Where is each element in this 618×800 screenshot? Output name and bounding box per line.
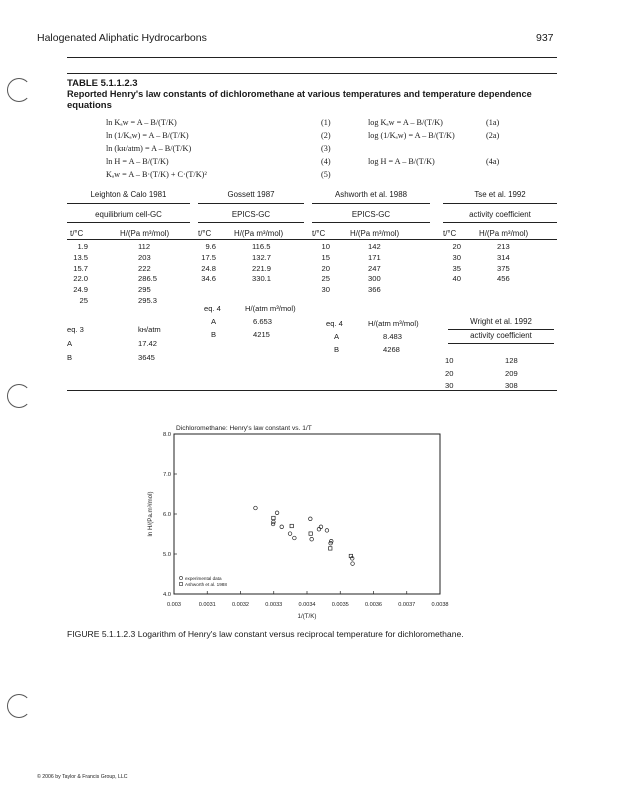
param-b-label: B xyxy=(67,353,73,362)
x-tick-label: 0.0033 xyxy=(265,602,283,608)
data-point-circle xyxy=(325,529,329,533)
table-title-line2: equations xyxy=(67,100,112,111)
equation-left-number: (5) xyxy=(321,170,331,179)
cell-henry: 295 xyxy=(138,285,151,295)
running-title: Halogenated Aliphatic Hydrocarbons xyxy=(37,32,207,44)
cell-temperature: 20 xyxy=(445,368,454,378)
cell-temperature: 24.8 xyxy=(201,263,216,273)
eq-label: eq. 4 xyxy=(326,319,343,328)
group-author: Gossett 1987 xyxy=(227,190,275,199)
data-point-square xyxy=(290,524,293,527)
cell-henry: 222 xyxy=(138,263,151,273)
param-b-value: 4268 xyxy=(383,345,400,354)
y-tick-label: 4.0 xyxy=(162,592,171,598)
cell-henry: 456 xyxy=(497,274,510,284)
cell-temperature: 34.6 xyxy=(201,274,216,284)
cell-temperature: 10 xyxy=(321,242,330,251)
x-axis-label: 1/(T/K) xyxy=(297,613,317,620)
figure-caption: FIGURE 5.1.1.2.3 Logarithm of Henry's law constant versus reciprocal temperature for dichloromethane. xyxy=(67,629,464,639)
cell-henry: 171 xyxy=(368,252,381,262)
cell-temperature: 20 xyxy=(452,242,461,251)
legend-marker-circle xyxy=(179,576,182,579)
equation-left: ln (1/Kₐᴡ) = A – B/(T/K) xyxy=(106,131,189,140)
page-number: 937 xyxy=(536,32,554,44)
data-point-circle xyxy=(309,517,313,521)
column-header-henry: H/(Pa m³/mol) xyxy=(120,229,170,238)
y-tick-label: 6.0 xyxy=(162,512,171,518)
eq-label: eq. 3 xyxy=(67,325,84,334)
equation-left-number: (1) xyxy=(321,118,331,127)
data-point-circle xyxy=(254,506,258,510)
cell-temperature: 25 xyxy=(321,274,330,284)
param-b-value: 3645 xyxy=(138,353,155,362)
cell-henry: 116.5 xyxy=(252,242,271,251)
cell-henry: 132.7 xyxy=(252,252,272,262)
y-tick-label: 5.0 xyxy=(162,552,171,558)
cell-henry: 330.1 xyxy=(252,274,272,284)
x-tick-label: 0.0036 xyxy=(364,602,383,608)
table-label: TABLE 5.1.1.2.3 xyxy=(67,78,138,89)
cell-henry: 300 xyxy=(368,274,381,284)
column-header-henry: H/(Pa m³/mol) xyxy=(479,229,529,238)
data-point-circle xyxy=(275,511,279,515)
param-a-value: 17.42 xyxy=(138,339,158,348)
equation-left-number: (3) xyxy=(321,144,331,153)
cell-temperature: 30 xyxy=(321,285,330,295)
cell-henry: 112 xyxy=(138,242,151,251)
column-header-temperature: t/°C xyxy=(70,229,84,238)
footer-copyright: © 2006 by Taylor & Francis Group, LLC xyxy=(37,774,128,780)
x-tick-label: 0.003 xyxy=(167,602,181,608)
column-header-temperature: t/°C xyxy=(443,229,457,238)
x-tick-label: 0.0037 xyxy=(398,602,416,608)
cell-henry: 221.9 xyxy=(252,263,272,273)
data-point-square xyxy=(272,516,275,519)
cell-henry: 366 xyxy=(368,285,381,295)
x-tick-label: 0.0034 xyxy=(298,602,316,608)
cell-temperature: 24.9 xyxy=(73,285,88,295)
y-axis-label: ln H/(Pa.m³/mol) xyxy=(147,491,154,537)
data-point-circle xyxy=(317,527,321,531)
cell-temperature: 30 xyxy=(445,381,454,390)
cell-henry: 128 xyxy=(505,356,518,365)
cell-temperature: 22.0 xyxy=(73,274,88,284)
legend-label: experimental data xyxy=(185,576,222,581)
y-tick-label: 7.0 xyxy=(162,472,171,478)
data-point-circle xyxy=(310,537,314,541)
cell-henry: 247 xyxy=(368,263,381,273)
param-a-label: A xyxy=(67,339,73,348)
cell-henry: 213 xyxy=(497,242,510,251)
cell-henry: 286.5 xyxy=(138,274,158,284)
chart-title: Dichloromethane: Henry's law constant vs. 1/T xyxy=(176,425,312,432)
data-point-square xyxy=(329,547,332,550)
param-b-value: 4215 xyxy=(253,330,270,339)
group-method: equilibrium cell-GC xyxy=(95,210,162,219)
eq-unit: H/(atm m³/mol) xyxy=(245,304,296,313)
param-a-label: A xyxy=(211,317,217,326)
cell-temperature: 15 xyxy=(321,252,330,262)
eq-unit: kʜ/atm xyxy=(138,325,161,334)
column-header-henry: H/(Pa m³/mol) xyxy=(350,229,400,238)
param-b-label: B xyxy=(211,330,217,339)
equation-left: ln Kₐᴡ = A – B/(T/K) xyxy=(106,118,177,127)
equation-right-number: (1a) xyxy=(486,118,500,127)
group-author: Leighton & Calo 1981 xyxy=(90,190,167,199)
equation-right: log H = A – B/(T/K) xyxy=(368,157,435,166)
x-tick-label: 0.0038 xyxy=(431,602,449,608)
legend-label: Ashworth et al. 1988 xyxy=(185,582,227,587)
cell-temperature: 10 xyxy=(445,356,454,365)
cell-temperature: 20 xyxy=(321,263,330,273)
equation-right: log (1/Kₐᴡ) = A – B/(T/K) xyxy=(368,131,455,140)
data-point-circle xyxy=(280,525,284,529)
equation-left: Kₐᴡ = A – B·(T/K) + C·(T/K)² xyxy=(106,170,207,179)
legend-marker-square xyxy=(180,583,183,586)
data-point-square xyxy=(309,532,312,535)
cell-temperature: 30 xyxy=(452,252,461,262)
cell-temperature: 13.5 xyxy=(73,252,88,262)
cell-temperature: 9.6 xyxy=(205,242,216,251)
equation-left-number: (2) xyxy=(321,131,331,140)
group-author: Wright et al. 1992 xyxy=(470,317,532,326)
group-method: activity coefficient xyxy=(470,331,532,340)
cell-temperature: 17.5 xyxy=(201,252,216,262)
column-header-temperature: t/°C xyxy=(312,229,326,238)
cell-temperature: 1.9 xyxy=(77,242,88,251)
y-tick-label: 8.0 xyxy=(162,432,171,438)
cell-temperature: 40 xyxy=(452,274,461,284)
param-a-label: A xyxy=(334,332,340,341)
column-header-henry: H/(Pa m³/mol) xyxy=(234,229,284,238)
x-tick-label: 0.0031 xyxy=(198,602,216,608)
group-method: EPICS-GC xyxy=(231,210,271,219)
group-method: EPICS-GC xyxy=(351,210,391,219)
eq-label: eq. 4 xyxy=(204,304,221,313)
cell-temperature: 35 xyxy=(452,263,461,273)
plot-frame xyxy=(174,434,440,594)
cell-temperature: 25 xyxy=(79,296,88,305)
cell-henry: 375 xyxy=(497,263,510,273)
group-author: Ashworth et al. 1988 xyxy=(335,190,407,199)
data-point-circle xyxy=(319,525,323,529)
cell-temperature: 15.7 xyxy=(73,263,88,273)
data-point-circle xyxy=(350,557,354,561)
eq-unit: H/(atm m³/mol) xyxy=(368,319,419,328)
column-header-temperature: t/°C xyxy=(198,229,212,238)
cell-henry: 142 xyxy=(368,242,381,251)
cell-henry: 314 xyxy=(497,252,510,262)
equation-left: ln H = A – B/(T/K) xyxy=(106,157,169,166)
x-tick-label: 0.0035 xyxy=(331,602,349,608)
cell-henry: 308 xyxy=(505,381,518,390)
equation-right: log Kₐᴡ = A – B/(T/K) xyxy=(368,118,443,127)
param-a-value: 8.483 xyxy=(383,332,403,341)
param-b-label: B xyxy=(334,345,340,354)
equation-right-number: (4a) xyxy=(486,157,500,166)
param-a-value: 6.653 xyxy=(253,317,273,326)
data-point-circle xyxy=(293,536,297,540)
equation-right-number: (2a) xyxy=(486,131,500,140)
data-point-circle xyxy=(351,562,355,566)
table-title-line1: Reported Henry's law constants of dichloromethane at various temperatures and temperature dependence xyxy=(67,89,532,99)
x-tick-label: 0.0032 xyxy=(231,602,250,608)
equation-left-number: (4) xyxy=(321,157,331,166)
equation-left: ln (kʜ/atm) = A – B/(T/K) xyxy=(106,144,192,153)
group-author: Tse et al. 1992 xyxy=(474,190,526,199)
cell-henry: 295.3 xyxy=(138,296,158,305)
group-method: activity coefficient xyxy=(469,210,531,219)
data-point-circle xyxy=(288,532,292,536)
cell-henry: 203 xyxy=(138,252,151,262)
cell-henry: 209 xyxy=(505,368,518,378)
